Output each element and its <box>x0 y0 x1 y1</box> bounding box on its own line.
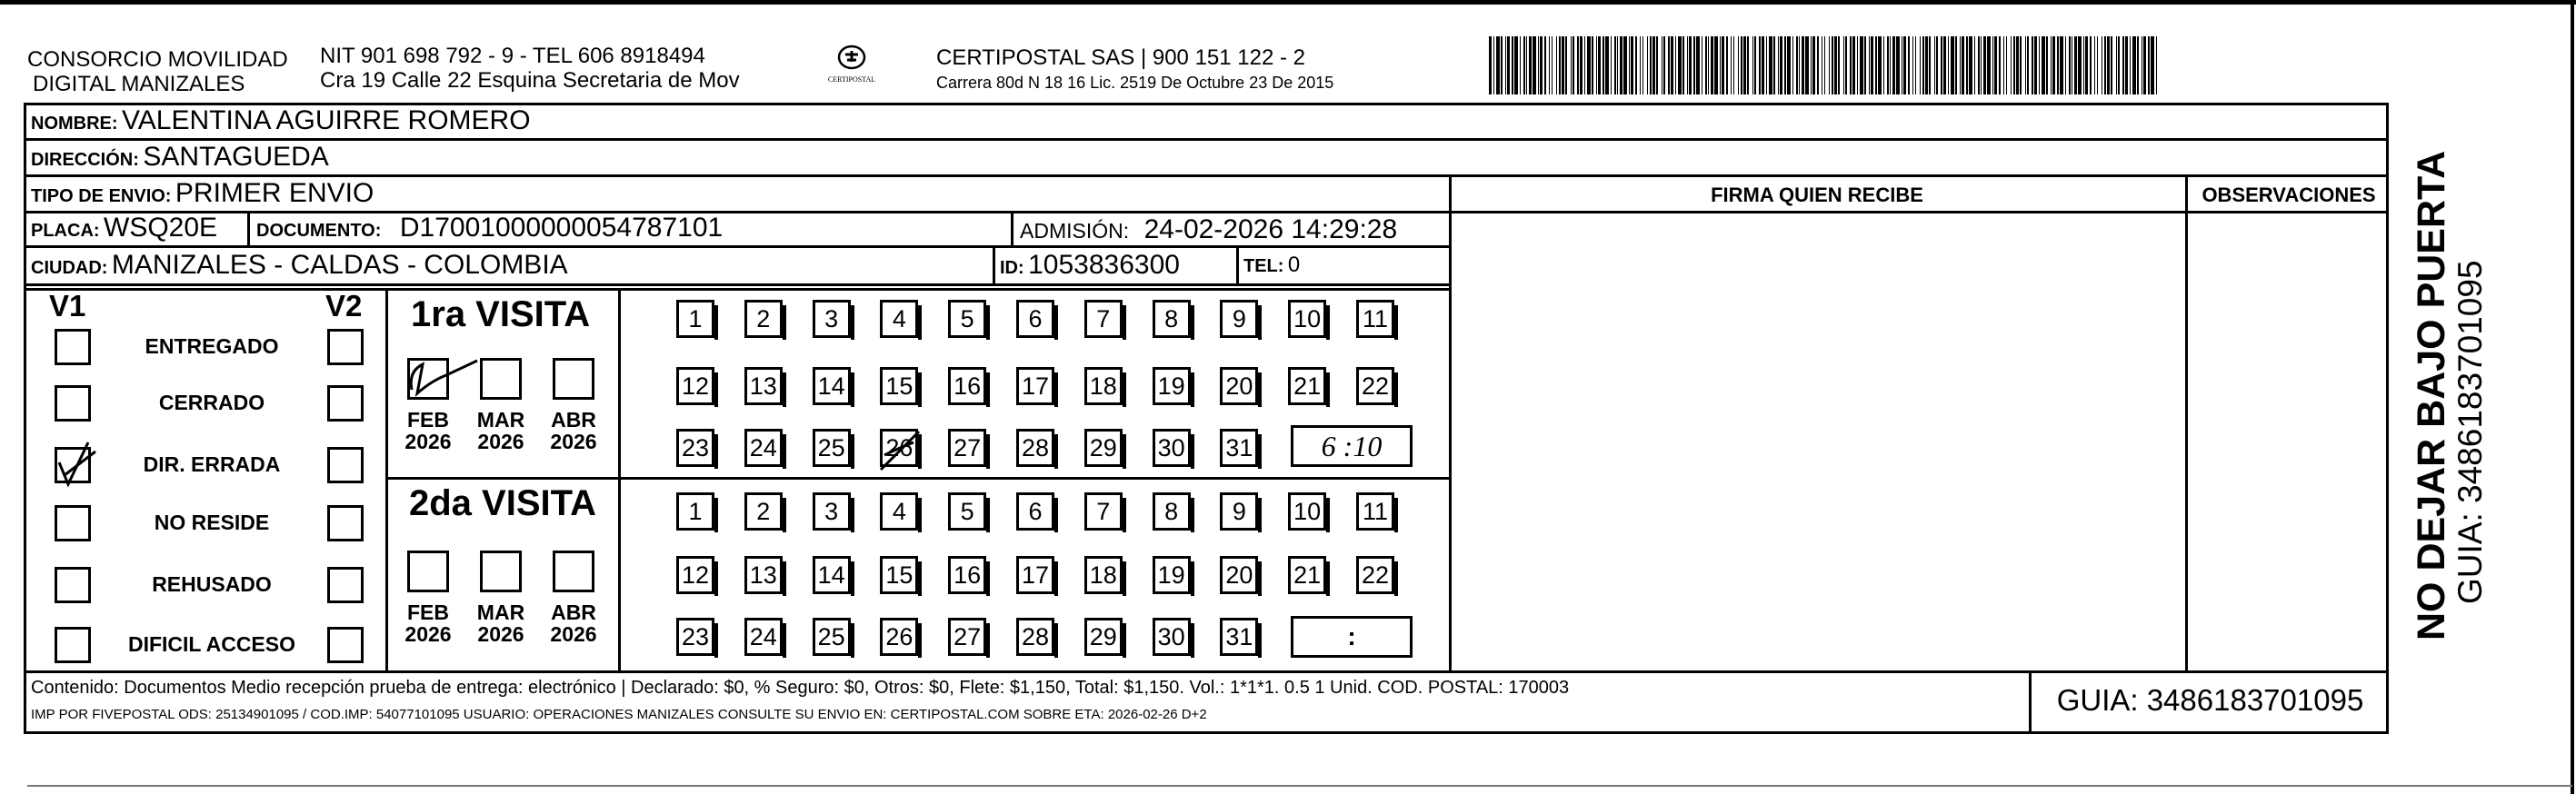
day-number: 12 <box>681 372 710 400</box>
second-time-box[interactable] <box>1291 616 1413 658</box>
day-box[interactable] <box>676 367 714 405</box>
day-box[interactable] <box>1084 556 1123 594</box>
day-box[interactable] <box>948 429 986 467</box>
day-number: 28 <box>1021 434 1050 462</box>
day-box[interactable] <box>676 556 714 594</box>
day-number: 7 <box>1096 305 1111 332</box>
day-box[interactable] <box>1016 367 1054 405</box>
tel-divider <box>1236 245 1239 285</box>
day-number: 16 <box>954 372 982 400</box>
month-name: ABR <box>551 408 596 432</box>
day-box[interactable] <box>880 618 918 656</box>
month-checkbox[interactable] <box>480 551 522 592</box>
certipostal-info <box>936 45 1333 94</box>
day-box[interactable] <box>880 429 918 467</box>
tipo-envio-value: PRIMER ENVIO <box>175 178 374 208</box>
company-nit <box>320 44 740 93</box>
option-label: ENTREGADO <box>145 334 279 358</box>
ciudad-label: CIUDAD: <box>31 258 108 278</box>
month-label <box>399 409 457 452</box>
month-checkbox[interactable] <box>553 358 594 400</box>
day-box[interactable] <box>1288 492 1326 531</box>
day-box[interactable] <box>1220 429 1258 467</box>
day-box[interactable] <box>676 492 714 531</box>
option-label: REHUSADO <box>152 572 272 596</box>
first-time-box[interactable] <box>1291 425 1413 467</box>
admision-divider <box>1011 211 1013 247</box>
month-name: ABR <box>551 600 596 624</box>
month-year: 2026 <box>404 430 452 453</box>
documento-value: D17001000000054787101 <box>399 213 724 243</box>
day-box[interactable] <box>744 492 783 531</box>
day-number: 4 <box>892 498 906 525</box>
month-name: MAR <box>476 600 525 624</box>
documento-cell <box>256 213 723 243</box>
day-number: 21 <box>1293 372 1322 400</box>
day-number: 23 <box>681 623 710 650</box>
day-number: 19 <box>1157 561 1185 589</box>
options-divider <box>385 288 388 672</box>
v2-checkbox[interactable] <box>327 385 364 422</box>
tel-label: TEL: <box>1243 256 1284 276</box>
day-box[interactable] <box>744 429 783 467</box>
id-value: 1053836300 <box>1028 250 1180 280</box>
id-divider <box>993 245 995 285</box>
day-number: 26 <box>885 434 914 462</box>
day-box[interactable] <box>948 556 986 594</box>
day-box[interactable] <box>1153 367 1191 405</box>
nombre-label: NOMBRE: <box>31 114 118 134</box>
observaciones-label: OBSERVACIONES <box>2202 184 2376 206</box>
day-number: 15 <box>885 561 914 589</box>
check-mark-icon <box>52 435 106 490</box>
month-name: FEB <box>407 600 449 624</box>
day-number: 11 <box>1362 305 1389 332</box>
day-number: 20 <box>1225 372 1253 400</box>
row-divider-1 <box>24 138 2389 141</box>
day-box[interactable] <box>744 556 783 594</box>
day-number: 3 <box>824 305 839 332</box>
day-number: 4 <box>892 305 906 332</box>
day-box[interactable] <box>1356 300 1394 338</box>
day-box[interactable] <box>1153 300 1191 338</box>
company-line1: CONSORCIO MOVILIDAD <box>27 47 288 72</box>
id-label: ID: <box>1000 258 1024 278</box>
certipostal-logo <box>818 44 885 94</box>
tipo-envio-row <box>31 178 374 209</box>
company-name <box>27 47 288 96</box>
month-checkbox[interactable] <box>407 358 449 400</box>
nombre-value: VALENTINA AGUIRRE ROMERO <box>122 105 531 135</box>
day-number: 25 <box>817 434 845 462</box>
placa-label: PLACA: <box>31 221 100 241</box>
day-box[interactable] <box>1084 618 1123 656</box>
day-box[interactable] <box>1220 556 1258 594</box>
v2-label: V2 <box>325 289 363 323</box>
day-box[interactable] <box>1356 367 1394 405</box>
day-number: 5 <box>960 498 974 525</box>
day-box[interactable] <box>1288 556 1326 594</box>
nit-line1: NIT 901 698 792 - 9 - TEL 606 8918494 <box>320 44 705 68</box>
day-box[interactable] <box>744 367 783 405</box>
side-guia: GUIA: 3486183701095 <box>2451 260 2489 604</box>
certipostal-line1: CERTIPOSTAL SAS | 900 151 122 - 2 <box>936 45 1305 70</box>
ciudad-cell <box>31 250 568 281</box>
day-number: 22 <box>1361 372 1390 400</box>
day-box[interactable] <box>1016 618 1054 656</box>
day-box[interactable] <box>1153 492 1191 531</box>
day-number: 22 <box>1361 561 1390 589</box>
day-box[interactable] <box>1016 429 1054 467</box>
day-box[interactable] <box>1288 300 1326 338</box>
day-box[interactable] <box>880 492 918 531</box>
day-box[interactable] <box>1153 429 1191 467</box>
day-number: 27 <box>954 623 982 650</box>
day-number: 19 <box>1157 372 1185 400</box>
option-label: DIFICIL ACCESO <box>127 632 295 656</box>
day-box[interactable] <box>1084 367 1123 405</box>
day-box[interactable] <box>1016 492 1054 531</box>
day-box[interactable] <box>948 618 986 656</box>
day-number: 9 <box>1232 498 1246 525</box>
firma-label: FIRMA QUIEN RECIBE <box>1711 184 1923 206</box>
v1-checkbox[interactable] <box>55 627 91 663</box>
tipo-envio-label: TIPO DE ENVIO: <box>31 186 172 206</box>
v2-checkbox[interactable] <box>327 627 364 663</box>
v2-checkbox[interactable] <box>327 329 364 365</box>
day-number: 10 <box>1293 498 1322 525</box>
documento-label: DOCUMENTO: <box>256 221 382 241</box>
day-box[interactable] <box>948 492 986 531</box>
day-number: 8 <box>1164 498 1179 525</box>
month-year: 2026 <box>477 622 524 646</box>
day-box[interactable] <box>744 618 783 656</box>
day-number: 15 <box>885 372 914 400</box>
day-number: 25 <box>817 623 845 650</box>
ciudad-value: MANIZALES - CALDAS - COLOMBIA <box>111 250 568 280</box>
day-number: 1 <box>688 498 703 525</box>
day-number: 30 <box>1157 434 1185 462</box>
day-box[interactable] <box>1153 556 1191 594</box>
day-box[interactable] <box>813 300 851 338</box>
row-divider-2 <box>24 174 2389 177</box>
month-year: 2026 <box>550 430 597 453</box>
day-number: 3 <box>824 498 839 525</box>
day-number: 7 <box>1096 498 1111 525</box>
day-number: 30 <box>1157 623 1185 650</box>
day-box[interactable] <box>880 556 918 594</box>
company-line2: DIGITAL MANIZALES <box>33 72 245 96</box>
month-year: 2026 <box>404 622 452 646</box>
day-box[interactable] <box>1016 300 1054 338</box>
placa-divider <box>247 211 250 247</box>
day-number: 29 <box>1089 623 1117 650</box>
month-year: 2026 <box>550 622 597 646</box>
day-number: 12 <box>681 561 710 589</box>
observaciones-divider <box>2185 174 2188 672</box>
day-number: 6 <box>1028 305 1043 332</box>
day-box[interactable] <box>1220 618 1258 656</box>
day-box[interactable] <box>1220 492 1258 531</box>
v2-checkbox[interactable] <box>327 447 364 483</box>
day-box[interactable] <box>813 492 851 531</box>
month-label <box>544 409 603 452</box>
second-time-value: : <box>1347 622 1356 650</box>
day-box[interactable] <box>1016 556 1054 594</box>
month-checkbox[interactable] <box>480 358 522 400</box>
day-box[interactable] <box>1153 618 1191 656</box>
tel-value: 0 <box>1287 253 1301 277</box>
day-box[interactable] <box>813 429 851 467</box>
month-name: FEB <box>407 408 449 432</box>
v1-checkbox[interactable] <box>55 385 91 422</box>
handwritten-mark-icon <box>877 428 923 473</box>
check-mark-icon <box>404 353 486 408</box>
day-number: 1 <box>688 305 703 332</box>
day-box[interactable] <box>880 367 918 405</box>
admision-cell <box>1020 214 1397 245</box>
admision-value: 24-02-2026 14:29:28 <box>1143 214 1398 244</box>
day-box[interactable] <box>813 367 851 405</box>
footer-guia: GUIA: 3486183701095 <box>2056 683 2364 717</box>
day-number: 27 <box>954 434 982 462</box>
day-number: 24 <box>749 434 777 462</box>
day-number: 16 <box>954 561 982 589</box>
day-number: 23 <box>681 434 710 462</box>
month-label <box>399 601 457 645</box>
day-number: 20 <box>1225 561 1253 589</box>
day-box[interactable] <box>1356 556 1394 594</box>
option-label: CERRADO <box>158 391 265 414</box>
day-number: 14 <box>817 372 845 400</box>
day-number: 8 <box>1164 305 1179 332</box>
v1-checkbox[interactable] <box>55 567 91 603</box>
day-box[interactable] <box>880 300 918 338</box>
month-checkbox[interactable] <box>407 551 449 592</box>
side-text <box>2411 132 2489 640</box>
visit-divider <box>385 477 1449 480</box>
month-label <box>472 601 530 645</box>
day-box[interactable] <box>1288 367 1326 405</box>
months-divider <box>618 288 621 672</box>
day-number: 18 <box>1089 561 1117 589</box>
nombre-row <box>31 105 531 136</box>
day-number: 24 <box>749 623 777 650</box>
tel-cell <box>1243 253 1300 278</box>
day-box[interactable] <box>813 618 851 656</box>
day-box[interactable] <box>948 367 986 405</box>
option-label: NO RESIDE <box>154 511 270 534</box>
firma-left-divider <box>1449 174 1452 672</box>
bottom-edge <box>27 785 2572 787</box>
v1-label: V1 <box>49 289 86 323</box>
certipostal-logo-icon <box>834 44 870 71</box>
v2-checkbox[interactable] <box>327 505 364 541</box>
direccion-label: DIRECCIÓN: <box>31 150 139 170</box>
month-name: MAR <box>476 408 525 432</box>
side-warning: NO DEJAR BAJO PUERTA <box>2410 150 2453 640</box>
v1-checkbox[interactable] <box>55 505 91 541</box>
day-box[interactable] <box>676 300 714 338</box>
day-box[interactable] <box>676 618 714 656</box>
admision-label: ADMISIÓN: <box>1020 219 1130 243</box>
day-box[interactable] <box>1084 429 1123 467</box>
day-box[interactable] <box>1084 300 1123 338</box>
day-number: 29 <box>1089 434 1117 462</box>
day-number: 13 <box>749 372 777 400</box>
barcode <box>1489 36 2162 94</box>
day-box[interactable] <box>676 429 714 467</box>
day-number: 26 <box>885 623 914 650</box>
footer-content: Contenido: Documentos Medio recepción prueba de entrega: electrónico | Declarado: $0, % Seguro: $0, Otros: $0, Flete: $1,150, Total: $1,150. Vol.: 1*1*1. 0.5 1 Unid. COD. POSTAL: 170003 <box>31 678 1570 698</box>
month-label <box>544 601 603 645</box>
first-visit-title: 1ra VISITA <box>411 294 591 334</box>
month-label <box>472 409 530 452</box>
v1-checkbox[interactable] <box>55 447 91 483</box>
day-box[interactable] <box>1356 492 1394 531</box>
placa-cell <box>31 213 217 243</box>
footer-guia-box <box>2029 670 2389 734</box>
day-number: 13 <box>749 561 777 589</box>
day-box[interactable] <box>1220 367 1258 405</box>
day-box[interactable] <box>1220 300 1258 338</box>
v1-checkbox[interactable] <box>55 329 91 365</box>
second-visit-title: 2da VISITA <box>409 483 596 523</box>
logo-text: CERTIPOSTAL <box>827 75 876 84</box>
day-number: 17 <box>1021 372 1050 400</box>
first-time-value: 6 :10 <box>1321 430 1383 462</box>
month-checkbox[interactable] <box>553 551 594 592</box>
day-box[interactable] <box>948 300 986 338</box>
direccion-value: SANTAGUEDA <box>143 142 329 172</box>
day-number: 9 <box>1232 305 1246 332</box>
day-number: 6 <box>1028 498 1043 525</box>
day-box[interactable] <box>813 556 851 594</box>
day-number: 28 <box>1021 623 1050 650</box>
row-divider-6 <box>24 288 1451 291</box>
day-number: 14 <box>817 561 845 589</box>
day-box[interactable] <box>744 300 783 338</box>
month-year: 2026 <box>477 430 524 453</box>
id-cell <box>1000 250 1180 281</box>
day-number: 2 <box>756 498 771 525</box>
day-number: 11 <box>1362 498 1389 525</box>
footer-meta: IMP POR FIVEPOSTAL ODS: 25134901095 / COD.IMP: 54077101095 USUARIO: OPERACIONES MANIZALES CONSULTE SU ENVIO EN: CERTIPOSTAL.COM SOBRE ETA: 2026-02-26 D+2 <box>31 707 1207 722</box>
day-number: 31 <box>1225 434 1253 462</box>
certipostal-line2: Carrera 80d N 18 16 Lic. 2519 De Octubre 23 De 2015 <box>936 74 1334 92</box>
placa-value: WSQ20E <box>104 213 218 243</box>
right-edge <box>2571 0 2574 794</box>
day-number: 18 <box>1089 372 1117 400</box>
day-number: 21 <box>1293 561 1322 589</box>
direccion-row <box>31 142 329 173</box>
day-box[interactable] <box>1084 492 1123 531</box>
day-number: 17 <box>1021 561 1050 589</box>
v2-checkbox[interactable] <box>327 567 364 603</box>
top-border <box>0 0 2576 5</box>
day-number: 10 <box>1293 305 1322 332</box>
option-label: DIR. ERRADA <box>143 452 281 476</box>
day-number: 31 <box>1225 623 1253 650</box>
day-number: 2 <box>756 305 771 332</box>
day-number: 5 <box>960 305 974 332</box>
nit-line2: Cra 19 Calle 22 Esquina Secretaria de Mov <box>320 68 740 93</box>
